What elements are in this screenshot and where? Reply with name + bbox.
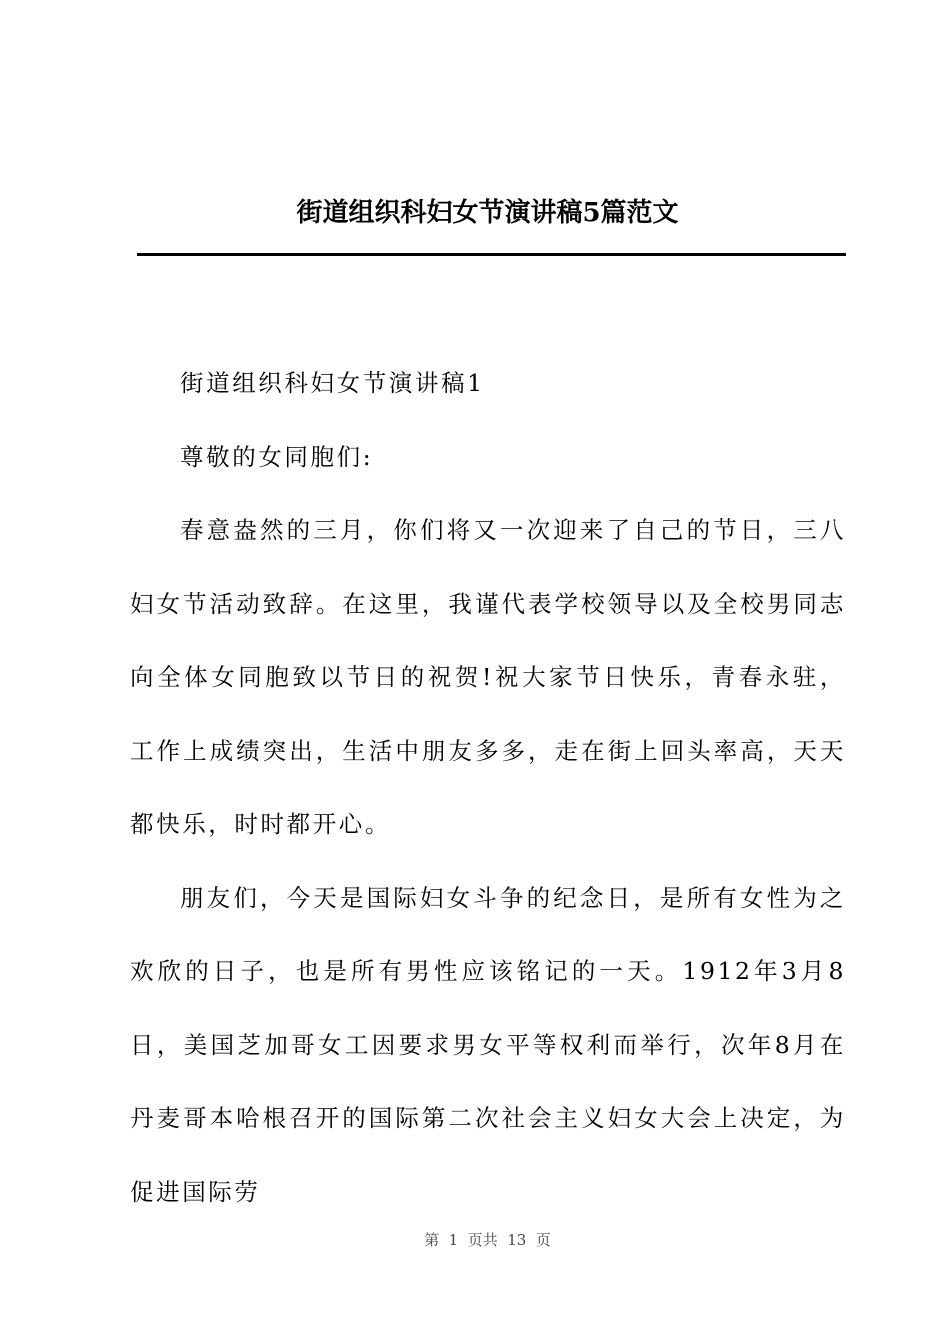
document-title: 街道组织科妇女节演讲稿5篇范文 <box>296 198 679 228</box>
body-paragraph: 春意盎然的三月，你们将又一次迎来了自己的节日，三八妇女节活动致辞。在这里，我谨代表学校领导以及全校男同志向全体女同胞致以节日的祝贺!祝大家节日快乐，青春永驻，工作上成绩突出，生活中朋友多多，走在街上回头率高，天天都快乐，时时都开心。 <box>130 516 846 838</box>
title-underline <box>137 253 846 256</box>
page-footer: 第 1 页共 13 页 <box>424 1231 551 1249</box>
section-heading: 街道组织科妇女节演讲稿1 <box>180 369 485 397</box>
document-body <box>130 347 846 1229</box>
body-paragraph: 朋友们，今天是国际妇女斗争的纪念日，是所有女性为之欢欣的日子，也是所有男性应该铭记的一天。1912年3月8日，美国芝加哥女工因要求男女平等权利而举行，次年8月在丹麦哥本哈根召开的国际第二次社会主义妇女大会上决定，为促进国际劳 <box>130 883 846 1206</box>
salutation: 尊敬的女同胞们: <box>180 442 374 471</box>
